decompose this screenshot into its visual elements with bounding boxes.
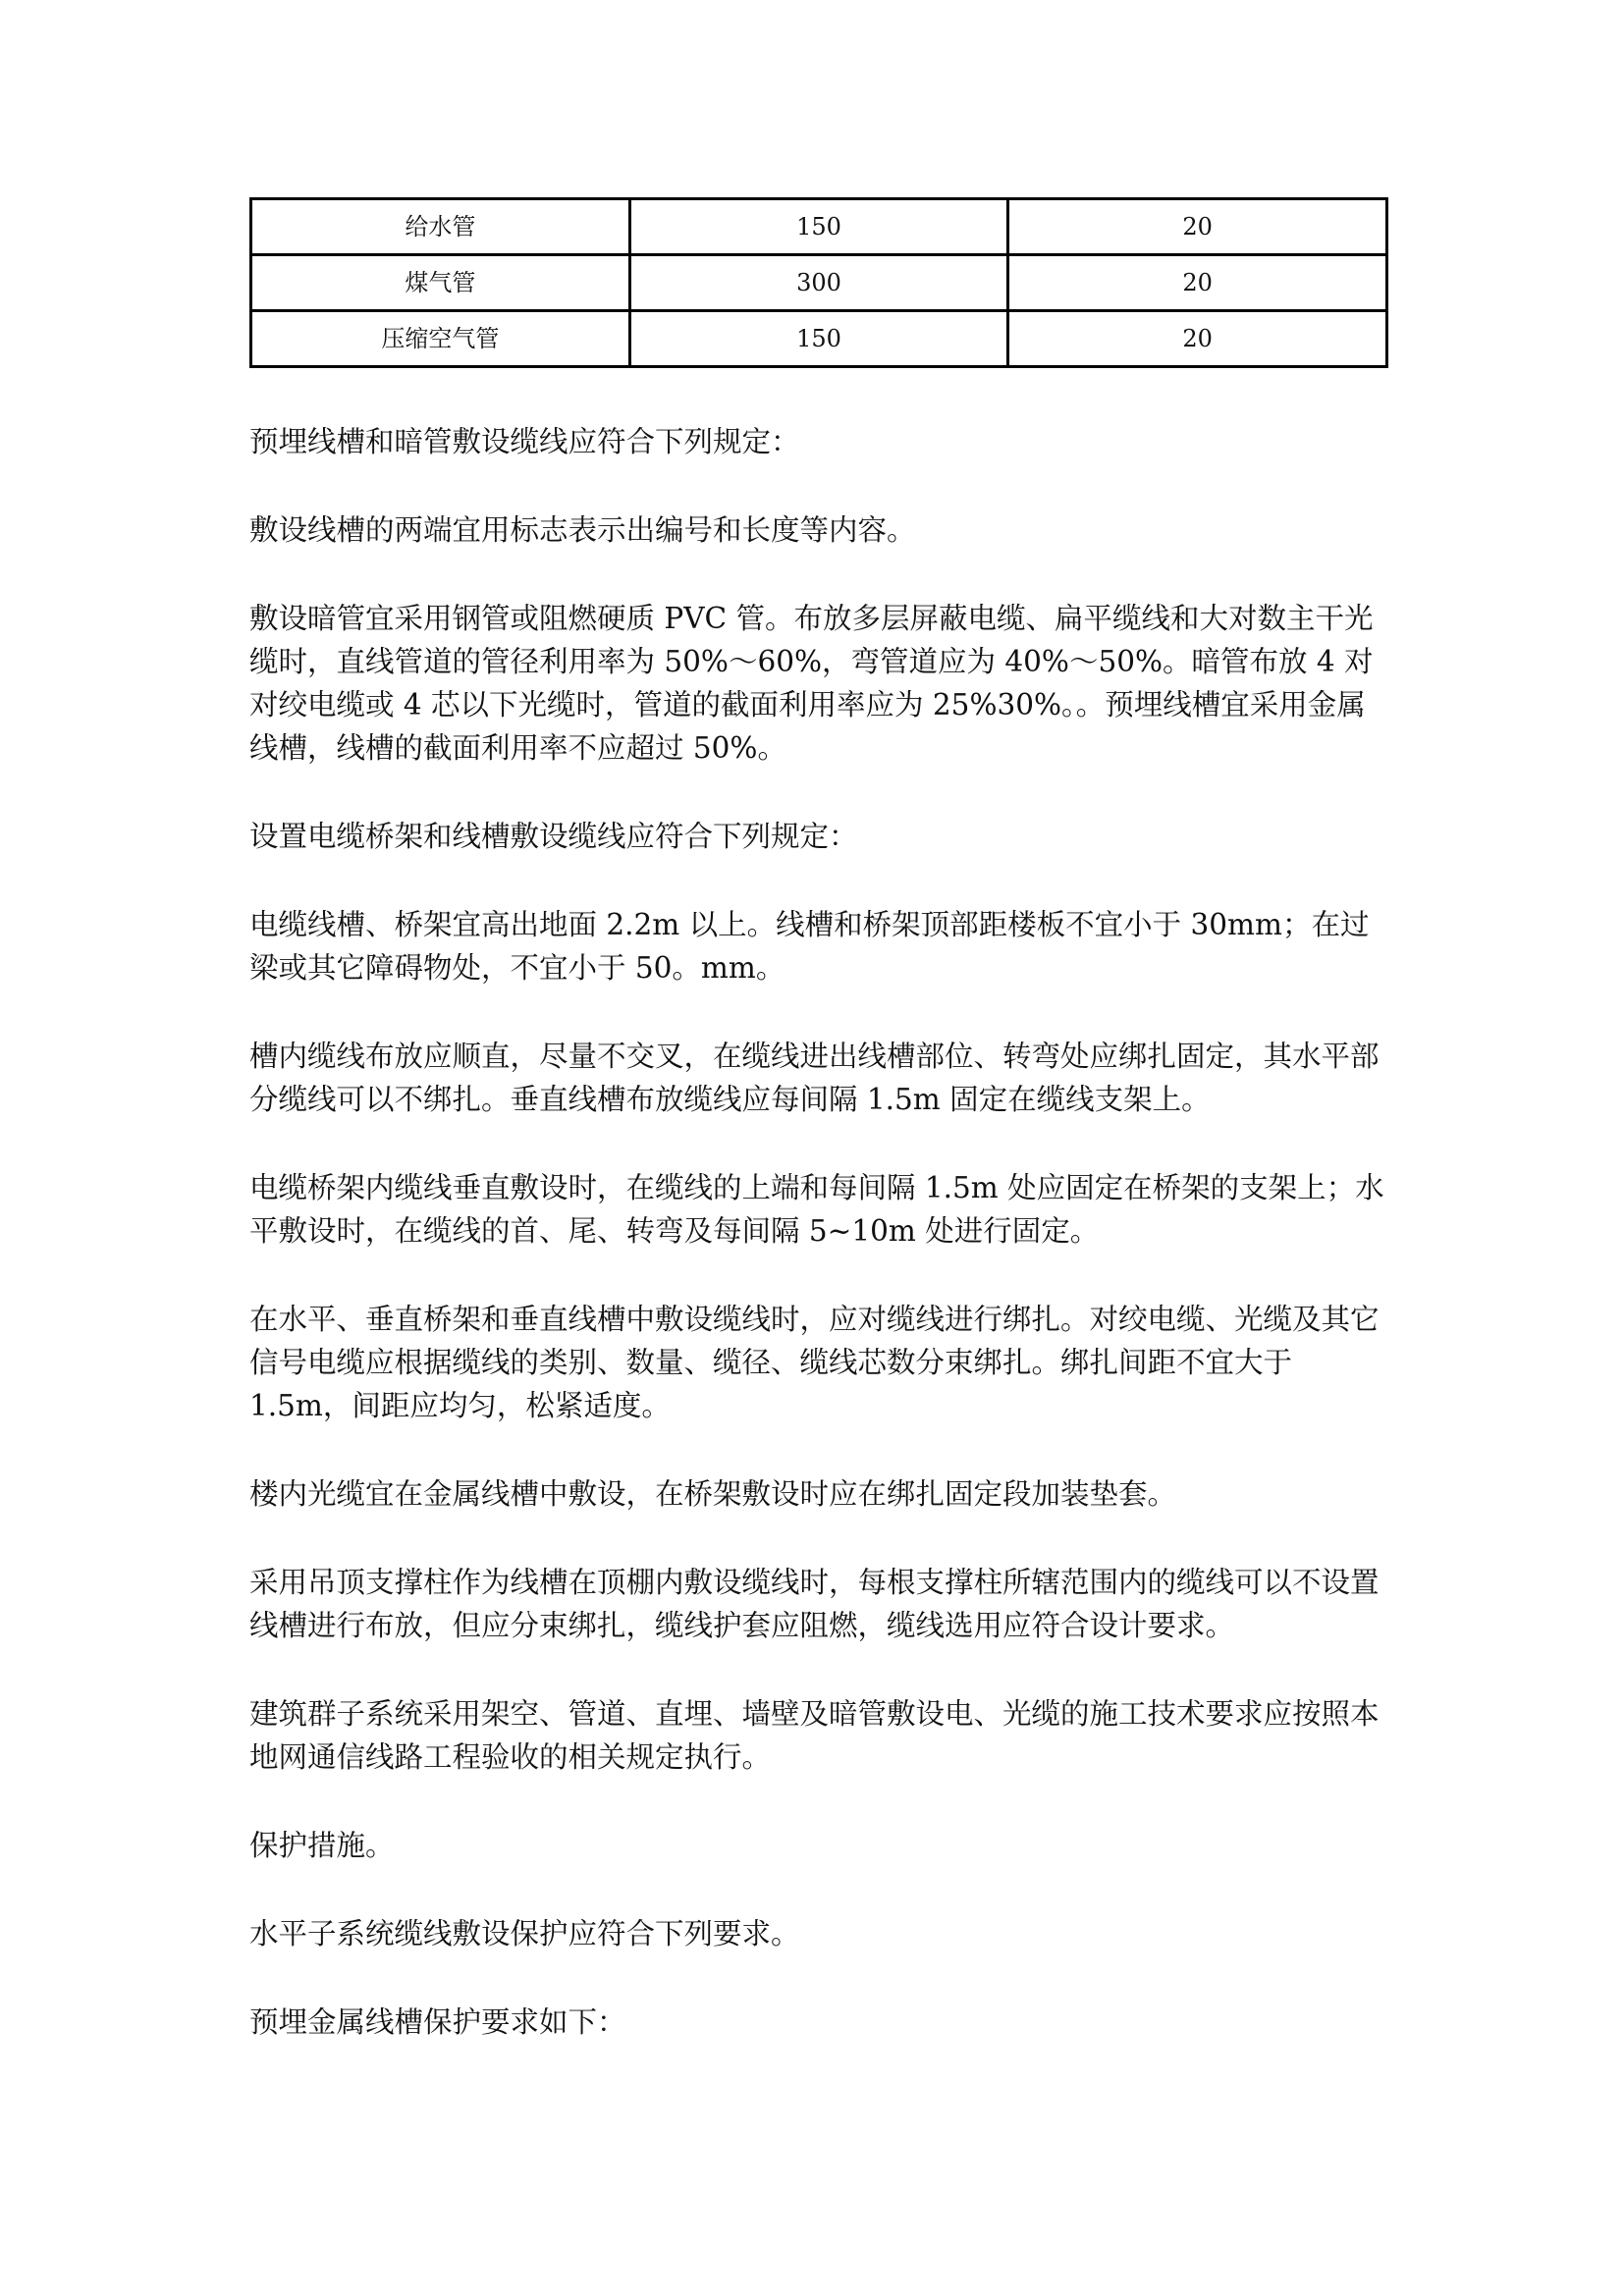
paragraph: 建筑群子系统采用架空、管道、直埋、墙壁及暗管敷设电、光缆的施工技术要求应按照本地网通信线路工程验收的相关规定执行。 <box>249 1697 1380 1774</box>
paragraph: 楼内光缆宜在金属线槽中敷设，在桥架敷设时应在绑扎固定段加装垫套。 <box>249 1477 1177 1511</box>
table-cell: 20 <box>1008 311 1387 367</box>
paragraph: 预埋金属线槽保护要求如下： <box>249 2005 626 2039</box>
body-text <box>249 420 1388 2044</box>
paragraph: 在水平、垂直桥架和垂直线槽中敷设缆线时，应对缆线进行绑扎。对绞电缆、光缆及其它信号电缆应根据缆线的类别、数量、缆径、缆线芯数分束绑扎。绑扎间距不宜大于 1.5m，间距应均匀，松紧适度。 <box>249 1303 1380 1422</box>
table-cell: 150 <box>629 199 1008 255</box>
paragraph: 敷设线槽的两端宜用标志表示出编号和长度等内容。 <box>249 513 916 547</box>
paragraph: 槽内缆线布放应顺直，尽量不交叉，在缆线进出线槽部位、转弯处应绑扎固定，其水平部分缆线可以不绑扎。垂直线槽布放缆线应每间隔 1.5m 固定在缆线支架上。 <box>249 1040 1380 1116</box>
paragraph: 敷设暗管宜采用钢管或阻燃硬质 PVC 管。布放多层屏蔽电缆、扁平缆线和大对数主干光缆时，直线管道的管径利用率为 50%～60%，弯管道应为 40%～50%。暗管布放 4 对对绞电缆或 4 芯以下光缆时，管道的截面利用率应为 25%30%。。预埋线槽宜采用金属线槽，线槽的截面利用率不应超过 50%。 <box>249 602 1374 765</box>
paragraph: 电缆线槽、桥架宜高出地面 2.2m 以上。线槽和桥架顶部距楼板不宜小于 30mm；在过梁或其它障碍物处，不宜小于 50。mm。 <box>249 908 1370 985</box>
paragraph: 预埋线槽和暗管敷设缆线应符合下列规定： <box>249 425 800 458</box>
paragraph: 采用吊顶支撑柱作为线槽在顶棚内敷设缆线时，每根支撑柱所辖范围内的缆线可以不设置线槽进行布放，但应分束绑扎，缆线护套应阻燃，缆线选用应符合设计要求。 <box>249 1566 1380 1642</box>
table-row <box>251 255 1387 311</box>
paragraph: 电缆桥架内缆线垂直敷设时，在缆线的上端和每间隔 1.5m 处应固定在桥架的支架上；水平敷设时，在缆线的首、尾、转弯及每间隔 5~10m 处进行固定。 <box>249 1171 1384 1248</box>
table-cell: 150 <box>629 311 1008 367</box>
paragraph: 保护措施。 <box>249 1829 395 1862</box>
table-cell: 20 <box>1008 255 1387 311</box>
table-cell: 300 <box>629 255 1008 311</box>
paragraph: 设置电缆桥架和线槽敷设缆线应符合下列规定： <box>249 820 858 853</box>
table-row <box>251 311 1387 367</box>
table-cell: 20 <box>1008 199 1387 255</box>
table-row <box>251 199 1387 255</box>
pipe-spacing-table <box>249 197 1388 368</box>
table-cell: 给水管 <box>251 199 630 255</box>
paragraph: 水平子系统缆线敷设保护应符合下列要求。 <box>249 1917 800 1950</box>
table-cell: 煤气管 <box>251 255 630 311</box>
table-cell: 压缩空气管 <box>251 311 630 367</box>
